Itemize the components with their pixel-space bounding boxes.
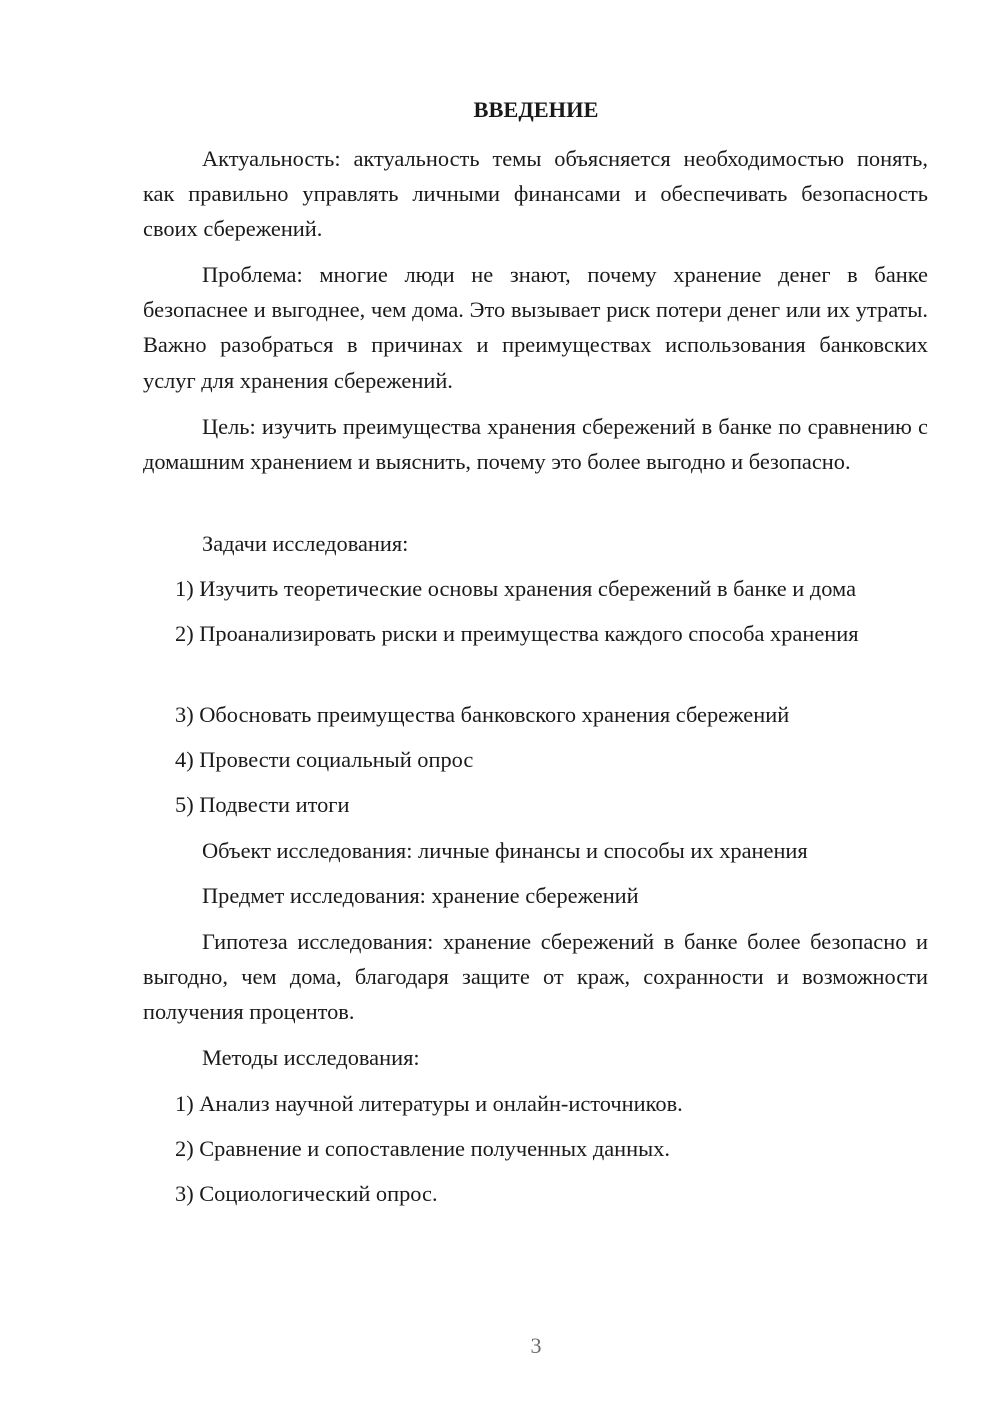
object-paragraph: Объект исследования: личные финансы и способы их хранения [202,838,808,863]
hypothesis-paragraph: Гипотеза исследования: хранение сбережений в банке более безопасно и выгодно, чем дома, благодаря защите от краж, сохранности и возможности получения процентов. [143,929,928,1025]
task-item: 1) Изучить теоретические основы хранения сбережений в банке и дома [175,576,857,601]
method-item: 1) Анализ научной литературы и онлайн-источников. [175,1091,683,1116]
tasks-heading: Задачи исследования: [202,531,409,556]
problem-paragraph: Проблема: многие люди не знают, почему хранение денег в банке безопаснее и выгоднее, чем дома. Это вызывает риск потери денег или их утраты. Важно разобраться в причинах и преимуществах использования банковских услуг для хранения сбережений. [143,262,928,393]
section-title: ВВЕДЕНИЕ [473,97,599,122]
task-item: 3) Обосновать преимущества банковского хранения сбережений [175,702,790,727]
method-item: 2) Сравнение и сопоставление полученных данных. [175,1136,670,1161]
subject-paragraph: Предмет исследования: хранение сбережений [202,883,639,908]
task-item: 2) Проанализировать риски и преимущества каждого способа хранения [175,621,859,646]
task-item: 4) Провести социальный опрос [175,747,474,772]
goal-paragraph: Цель: изучить преимущества хранения сбережений в банке по сравнению с домашним хранением и выяснить, почему это более выгодно и безопасно. [143,414,928,475]
page-number: 3 [530,1333,542,1358]
methods-heading: Методы исследования: [202,1045,420,1070]
task-item: 5) Подвести итоги [175,792,350,817]
method-item: 3) Социологический опрос. [175,1181,438,1206]
relevance-paragraph: Актуальность: актуальность темы объясняется необходимостью понять, как правильно управлять личными финансами и обеспечивать безопасность своих сбережений. [143,146,928,242]
